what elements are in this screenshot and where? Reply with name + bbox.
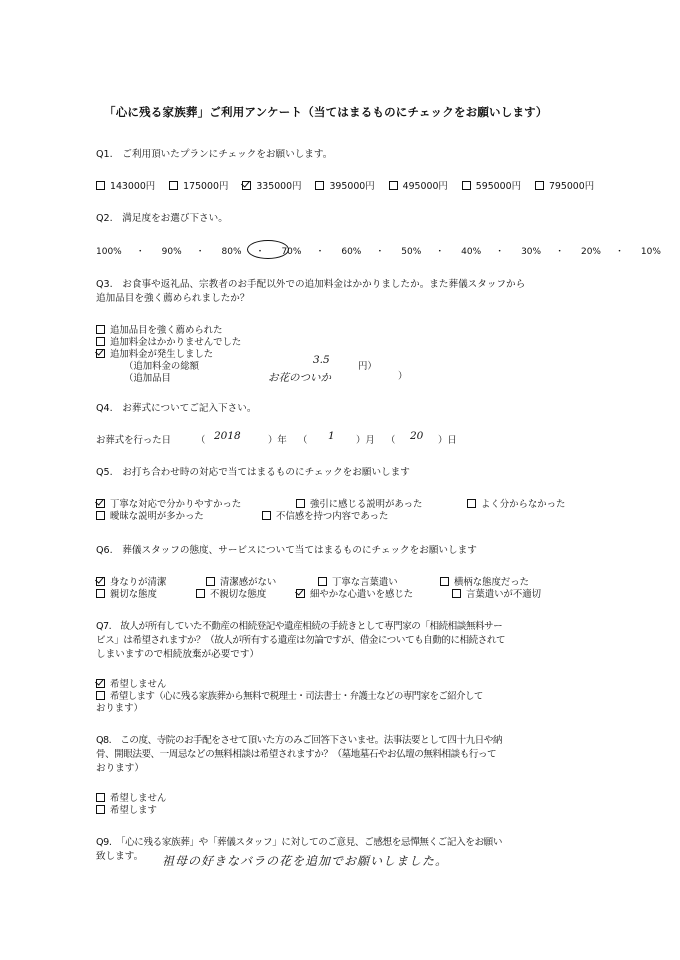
date-label: お葬式を行った日 — [96, 435, 172, 446]
checkbox-icon[interactable] — [96, 181, 105, 190]
checkbox-icon[interactable] — [96, 793, 105, 802]
q6-option[interactable]: 細やかな心遣いを感じた — [296, 586, 413, 600]
scale-option[interactable]: 80% — [221, 247, 242, 257]
q1-question: Q1. ご利用頂いたプランにチェックをお願いします。 — [96, 149, 333, 160]
checkbox-icon[interactable] — [462, 181, 471, 190]
checkbox-icon[interactable] — [96, 805, 105, 814]
q6-option[interactable]: 親切な態度 — [96, 586, 157, 600]
q8-option[interactable]: 希望しません — [96, 790, 166, 804]
checkbox-icon[interactable] — [440, 577, 449, 586]
selected-circle-mark — [247, 240, 289, 259]
q1-option[interactable]: 335000円 — [242, 181, 301, 192]
scale-option[interactable]: 10% — [640, 247, 661, 257]
checked-checkbox-icon[interactable] — [242, 181, 251, 190]
checkbox-icon[interactable] — [467, 499, 476, 508]
scale-option[interactable]: 90% — [161, 247, 182, 257]
scale-option[interactable]: 50% — [401, 247, 422, 257]
q2-question: Q2. 満足度をお選び下さい。 — [96, 213, 228, 224]
year-open: （ — [196, 435, 206, 446]
checkbox-icon[interactable] — [315, 181, 324, 190]
checkbox-icon[interactable] — [389, 181, 398, 190]
scale-option[interactable]: 60% — [341, 247, 362, 257]
checkbox-icon[interactable] — [262, 511, 271, 520]
q1-option[interactable]: 595000円 — [462, 181, 521, 192]
checkbox-icon[interactable] — [169, 181, 178, 190]
satisfaction-scale: 100% ・ 90% ・ 80% ・ 70% ・ 60% ・ 50% ・ 40% ・ 30% ・ 20% ・ 10% — [96, 247, 661, 257]
q6-option[interactable]: 不親切な態度 — [196, 586, 266, 600]
q5-question: Q5. お打ち合わせ時の対応で当てはまるものにチェックをお願いします — [96, 467, 410, 478]
checkbox-icon[interactable] — [96, 511, 105, 520]
q5-option[interactable]: よく分からなかった — [467, 496, 565, 510]
month-value[interactable]: 1 — [328, 430, 335, 442]
q6-option[interactable]: 清潔感がない — [206, 574, 276, 588]
month-unit: ）月 — [356, 435, 375, 446]
q7-question-line1: Q7. 故人が所有していた不動産の相続登記や遺産相続の手続きとして専門家の「相続相談無料サー — [96, 621, 503, 632]
additional-total-unit: 円） — [358, 361, 377, 372]
q9-question-line2: 致します。 — [96, 851, 144, 862]
checked-checkbox-icon[interactable] — [296, 589, 305, 598]
q1-option[interactable]: 395000円 — [315, 181, 374, 192]
day-unit: ）日 — [438, 435, 457, 446]
q1-option[interactable]: 795000円 — [535, 181, 594, 192]
q6-option[interactable]: 丁寧な言葉遣い — [318, 574, 398, 588]
checkbox-icon[interactable] — [206, 577, 215, 586]
additional-items-close: ） — [398, 371, 408, 382]
day-value[interactable]: 20 — [410, 430, 424, 442]
checkbox-icon[interactable] — [96, 337, 105, 346]
page-title: 「心に残る家族葬」ご利用アンケート（当てはまるものにチェックをお願いします） — [104, 105, 548, 119]
q8-question-line2: 骨、開眼法要、一周忌などの無料相談は希望されますか？（墓地墓石やお仏壇の無料相談も行って — [96, 749, 497, 760]
checkbox-icon[interactable] — [452, 589, 461, 598]
checkbox-icon[interactable] — [96, 691, 105, 700]
checked-checkbox-icon[interactable] — [96, 577, 105, 586]
q7-question-line3: しまいますので相続放棄が必要です） — [96, 649, 260, 660]
q8-question-line1: Q8. この度、寺院のお手配をさせて頂いた方のみご回答下さいませ。法事法要として四十九日や納 — [96, 735, 502, 746]
q8-option[interactable]: 希望します — [96, 802, 157, 816]
q7-option[interactable]: 希望しません — [96, 676, 166, 690]
scale-option[interactable]: 100% — [96, 247, 122, 257]
checkbox-icon[interactable] — [96, 325, 105, 334]
q7-question-line2: ビス」は希望されますか？（故人が所有する遺産は勿論ですが、借金についても自動的に相続されて — [96, 635, 506, 646]
q1-option[interactable]: 175000円 — [169, 181, 228, 192]
additional-total-value[interactable]: 3.5 — [313, 354, 330, 366]
q4-question: Q4. お葬式についてご記入下さい。 — [96, 403, 257, 414]
q3-option[interactable]: 追加料金が発生しました — [96, 346, 213, 360]
q8-question-line3: おります） — [96, 763, 144, 774]
q1-options — [96, 178, 594, 192]
checkbox-icon[interactable] — [535, 181, 544, 190]
checkbox-icon[interactable] — [296, 499, 305, 508]
additional-total-label: （追加料金の総額 — [124, 361, 200, 372]
q9-question-line1: Q9. 「心に残る家族葬」や「葬儀スタッフ」に対してのご意見、ご感想を忌憚無くご記入をお願い — [96, 837, 503, 848]
q6-option[interactable]: 横柄な態度だった — [440, 574, 529, 588]
scale-option[interactable]: 20% — [580, 247, 601, 257]
q5-option[interactable]: 丁寧な対応で分かりやすかった — [96, 496, 241, 510]
checkbox-icon[interactable] — [96, 589, 105, 598]
q1-option[interactable]: 143000円 — [96, 181, 155, 192]
q3-option[interactable]: 追加料金はかかりませんでした — [96, 334, 241, 348]
checkbox-icon[interactable] — [196, 589, 205, 598]
checked-checkbox-icon[interactable] — [96, 679, 105, 688]
q3-question-line1: Q3. お食事や返礼品、宗教者のお手配以外での追加料金はかかりましたか。また葬儀スタッフから — [96, 279, 526, 290]
checked-checkbox-icon[interactable] — [96, 349, 105, 358]
q3-question-line2: 追加品目を強く薦められましたか？ — [96, 293, 250, 304]
scale-option-selected[interactable]: 70% — [281, 247, 302, 257]
q6-option[interactable]: 身なりが清潔 — [96, 574, 166, 588]
q6-question: Q6. 葬儀スタッフの態度、サービスについて当てはまるものにチェックをお願いします — [96, 545, 477, 556]
additional-items-value[interactable]: お花のついか — [268, 372, 331, 384]
q5-option[interactable]: 不信感を持つ内容であった — [262, 508, 388, 522]
year-unit: ）年 — [268, 435, 287, 446]
q7-option-continuation: おります） — [96, 703, 143, 714]
month-open: （ — [298, 435, 308, 446]
year-value[interactable]: 2018 — [214, 430, 241, 442]
q6-option[interactable]: 言葉遣いが不適切 — [452, 586, 541, 600]
q5-option[interactable]: 曖昧な説明が多かった — [96, 508, 204, 522]
additional-items-label: （追加品目 — [124, 373, 171, 384]
q9-handwritten-answer[interactable]: 祖母の好きなバラの花を追加でお願いしました。 — [162, 854, 449, 868]
q1-option[interactable]: 495000円 — [389, 181, 448, 192]
q7-option[interactable]: 希望します（心に残る家族葬から無料で税理士・司法書士・弁護士などの専門家をご紹介して — [96, 688, 483, 702]
q5-option[interactable]: 強引に感じる説明があった — [296, 496, 422, 510]
day-open: （ — [386, 435, 396, 446]
scale-option[interactable]: 30% — [521, 247, 542, 257]
scale-option[interactable]: 40% — [461, 247, 482, 257]
q3-option[interactable]: 追加品目を強く薦められた — [96, 322, 223, 336]
checkbox-icon[interactable] — [318, 577, 327, 586]
checked-checkbox-icon[interactable] — [96, 499, 105, 508]
